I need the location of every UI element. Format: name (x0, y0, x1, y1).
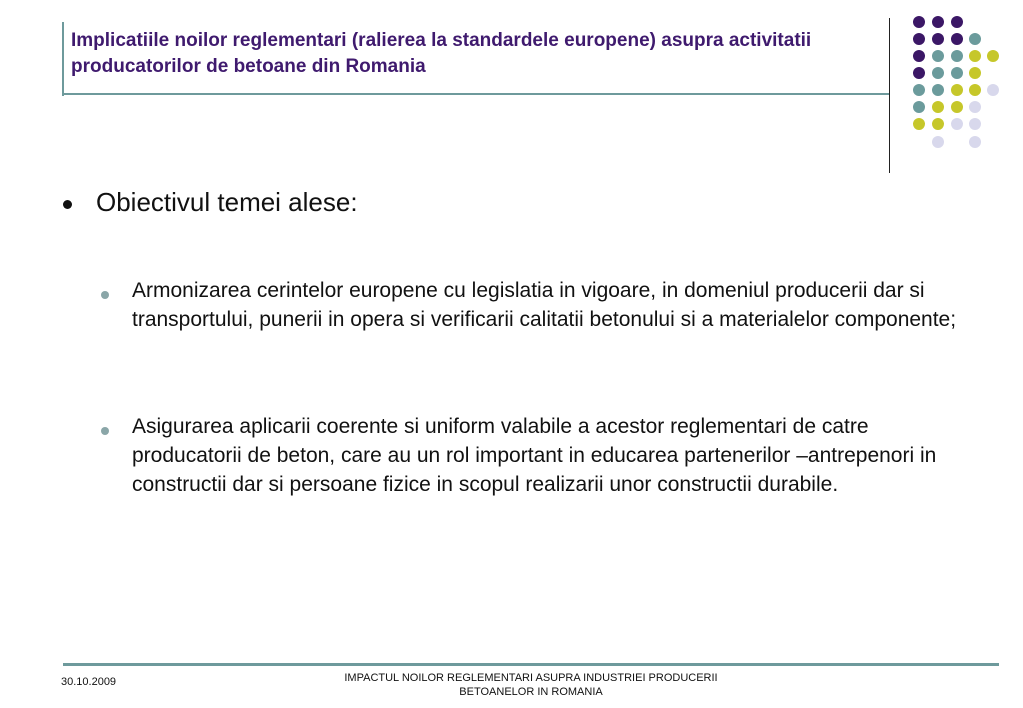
footer-title (300, 671, 762, 699)
grid-dot (913, 101, 925, 113)
vertical-divider (889, 18, 890, 173)
bullet-text: Asigurarea aplicarii coerente si uniform valabile a acestor reglementari de catre producatorii de beton, care au un rol important in educarea partenerilor –antrepenori in constructii dar si persoane fizice in scopul realizarii unor constructii durabile. (132, 415, 937, 496)
grid-dot (913, 84, 925, 96)
grid-dot (969, 50, 981, 62)
grid-dot (932, 67, 944, 79)
footer-rule (63, 663, 999, 666)
grid-dot (913, 67, 925, 79)
grid-dot (932, 50, 944, 62)
grid-dot (951, 67, 963, 79)
grid-dot (932, 118, 944, 130)
grid-dot (969, 33, 981, 45)
grid-dot (932, 33, 944, 45)
grid-dot (951, 118, 963, 130)
footer-date: 30.10.2009 (61, 676, 117, 688)
title-underline (63, 93, 890, 95)
grid-dot (969, 84, 981, 96)
title-rule-left (62, 22, 64, 96)
grid-dot (913, 118, 925, 130)
grid-dot (951, 50, 963, 62)
level1-bullet-icon (63, 200, 72, 209)
grid-dot (951, 16, 963, 28)
grid-dot (913, 16, 925, 28)
grid-dot (969, 67, 981, 79)
grid-dot (913, 33, 925, 45)
grid-dot (951, 33, 963, 45)
section-heading: Obiectivul temei alese: (96, 187, 358, 217)
grid-dot (951, 101, 963, 113)
grid-dot (987, 84, 999, 96)
grid-dot (951, 84, 963, 96)
grid-dot (932, 101, 944, 113)
grid-dot (969, 136, 981, 148)
grid-dot (932, 84, 944, 96)
footer-title-line1: IMPACTUL NOILOR REGLEMENTARI ASUPRA INDUSTRIEI PRODUCERII (344, 672, 718, 684)
grid-dot (987, 50, 999, 62)
grid-dot (913, 50, 925, 62)
grid-dot (932, 136, 944, 148)
slide-title: Implicatiile noilor reglementari (ralierea la standardele europene) asupra activitatii producatorilor de betoane din Romania (71, 30, 812, 77)
level2-bullet-icon (101, 427, 109, 435)
bullet-text: Armonizarea cerintelor europene cu legislatia in vigoare, in domeniul producerii dar si transportului, punerii in opera si verificarii calitatii betonului si a materialelor componente; (132, 279, 957, 331)
grid-dot (969, 101, 981, 113)
grid-dot (969, 118, 981, 130)
level2-bullet-icon (101, 291, 109, 299)
grid-dot (932, 16, 944, 28)
footer-title-line2: BETOANELOR IN ROMANIA (459, 686, 603, 698)
